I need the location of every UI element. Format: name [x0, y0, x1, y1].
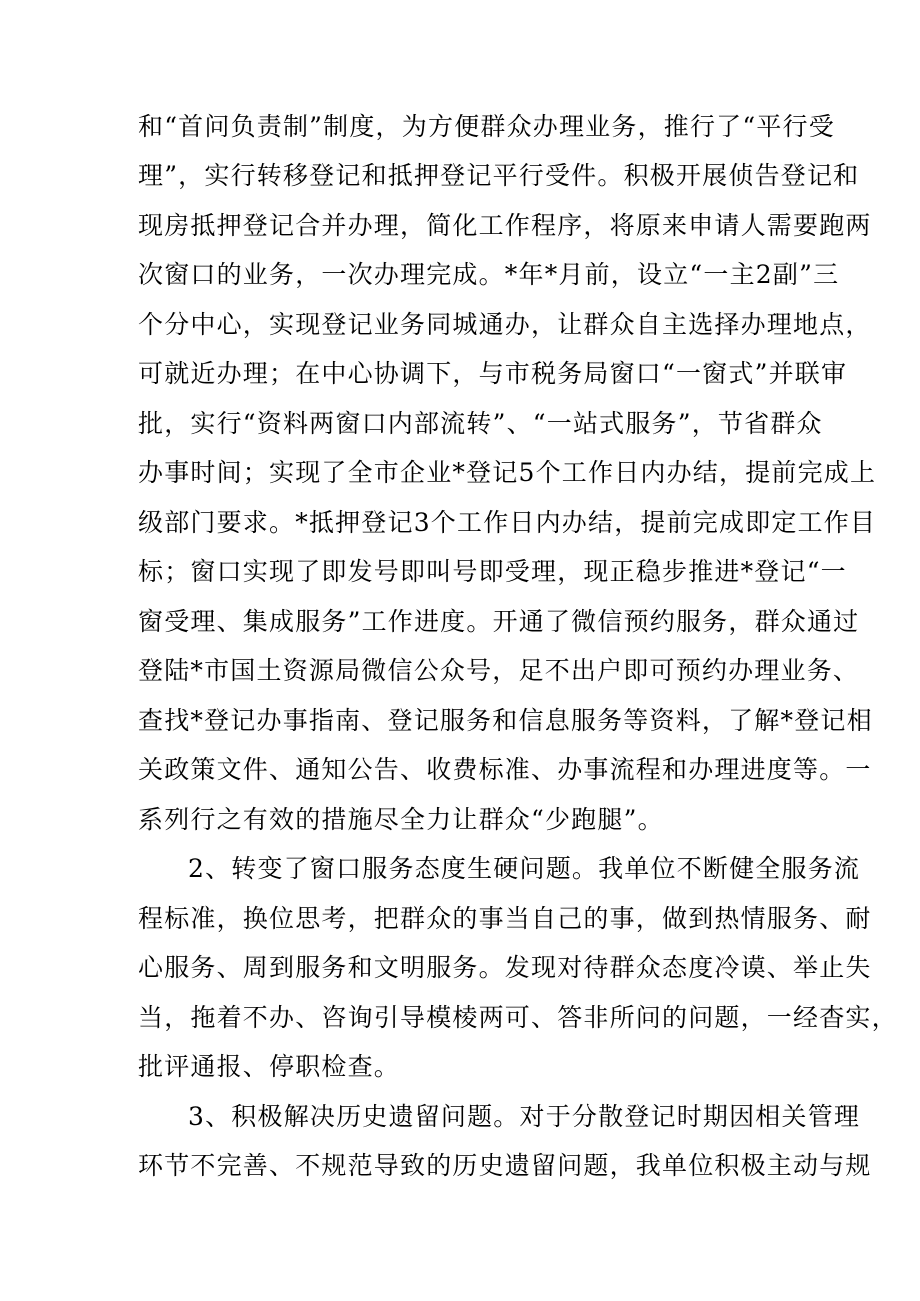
text-line: 和“首问负责制”制度，为方便群众办理业务，推行了“平行受: [138, 112, 835, 141]
text-line: 系列行之有效的措施尽全力让群众“少跑腿”。: [138, 805, 664, 834]
text-line: 理”，实行转移登记和抵押登记平行受件。积极开展侦告登记和: [138, 161, 860, 190]
paragraph-start-line: 2、转变了窗口服务态度生硬问题。我单位不断健全服务流: [188, 854, 861, 883]
text-line: 级部门要求。*抵押登记3个工作日内办结，提前完成即定工作目: [138, 508, 877, 537]
text-line: 环节不完善、不规范导致的历史遗留问题，我单位积极主动与规: [138, 1151, 872, 1180]
text-line: 批评通报、停职检查。: [138, 1052, 401, 1081]
text-line: 当，拖着不办、咨询引导模棱两可、答非所问的问题，一经杳实，: [138, 1003, 898, 1032]
text-line: 个分中心，实现登记业务同城通办，让群众自主选择办理地点，: [138, 310, 872, 339]
text-line: 办事时间；实现了全市企业*登记5个工作日内办结，提前完成上: [138, 458, 877, 487]
text-line: 程标准，换位思考，把群众的事当自己的事，做到热情服务、耐: [138, 904, 872, 933]
text-line: 查找*登记办事指南、登记服务和信息服务等资料，了解*登记相: [138, 706, 873, 735]
paragraph-start-line: 3、积极解决历史遗留问题。对于分散登记时期因相关管理: [188, 1102, 861, 1131]
text-line: 关政策文件、通知公告、收费标准、办事流程和办理进度等。一: [138, 755, 872, 784]
text-line: 可就近办理；在中心协调下，与市税务局窗口“一窗式”并联审: [138, 359, 848, 388]
text-line: 批，实行“资料两窗口内部流转”、“一站式服务”，节省群众: [138, 409, 823, 438]
text-line: 登陆*市国土资源局微信公众号，足不出户即可预约办理业务、: [138, 656, 860, 685]
text-line: 标；窗口实现了即发号即叫号即受理，现正稳步推进*登记“一: [138, 557, 847, 586]
text-line: 窗受理、集成服务”工作进度。开通了微信预约服务，群众通过: [138, 607, 860, 636]
text-line: 心服务、周到服务和文明服务。发现对待群众态度冷谟、举止失: [138, 953, 872, 982]
text-line: 次窗口的业务，一次办理完成。*年*月前，设立“一主2副”三: [138, 260, 840, 289]
text-line: 现房抵押登记合并办理，简化工作程序，将原来申请人需要跑两: [138, 211, 872, 240]
